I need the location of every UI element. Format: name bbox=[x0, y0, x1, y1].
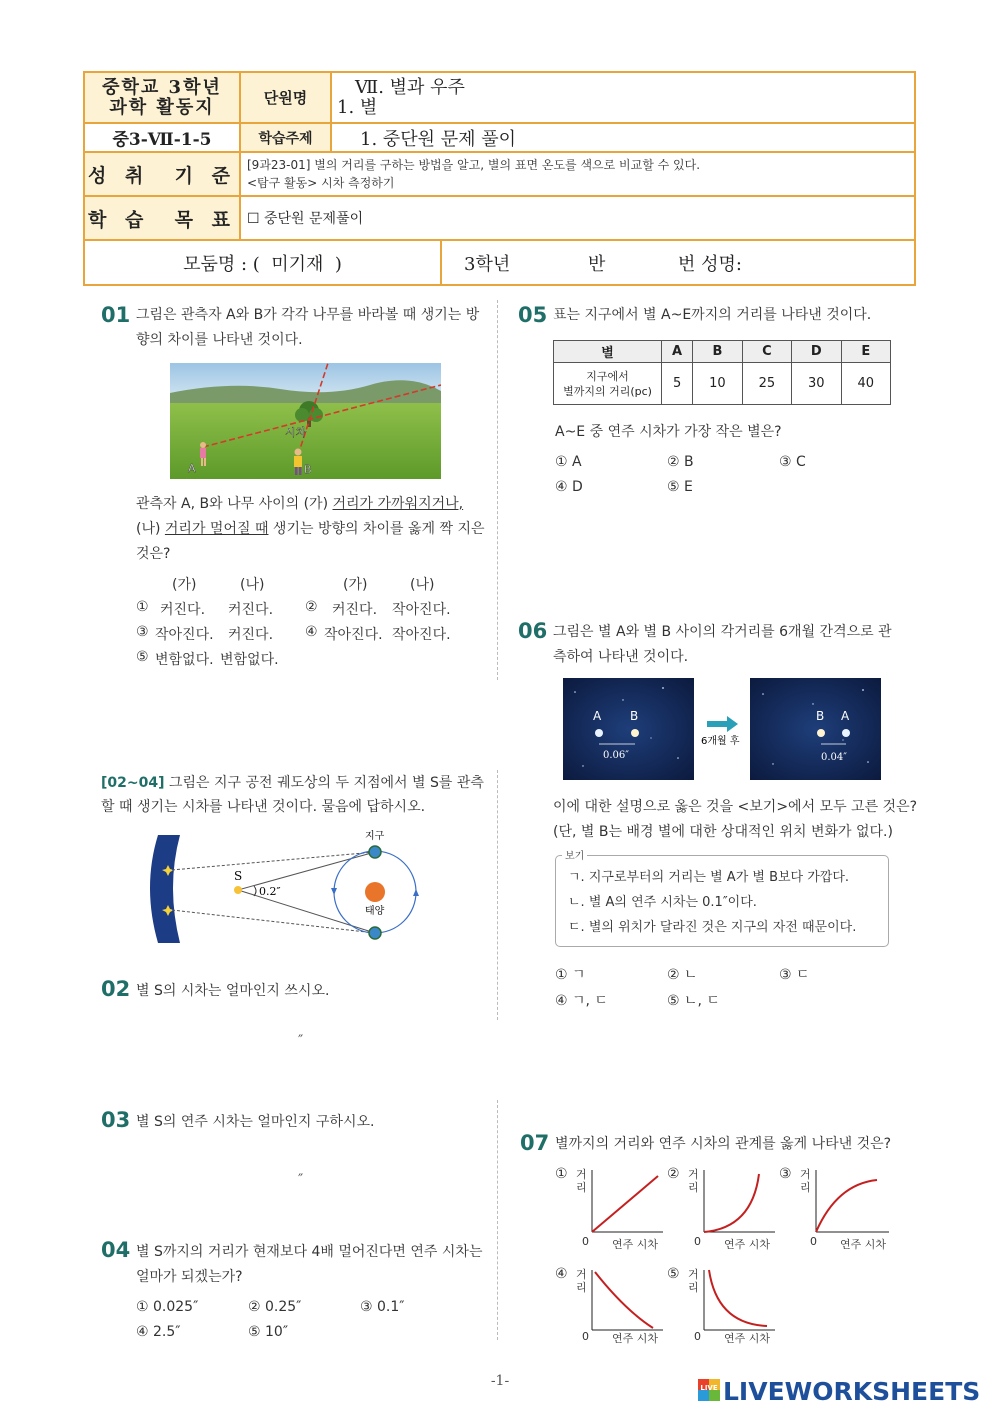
unit-cell bbox=[337, 73, 907, 122]
question-number: 03 bbox=[101, 1108, 131, 1132]
option-na: 작아진다. bbox=[392, 602, 451, 618]
q01-col-header-ga: (가) bbox=[172, 577, 197, 593]
six-months-label: 6개월 후 bbox=[701, 736, 740, 747]
night-sky-band bbox=[150, 835, 180, 943]
row-label-cell bbox=[554, 363, 662, 405]
question-number: 05 bbox=[518, 303, 548, 327]
q04-option-1[interactable]: ① 0.025″ bbox=[136, 1299, 199, 1315]
curve-concave bbox=[816, 1180, 877, 1232]
q04-text-line2: 얼마가 되겠는가? bbox=[136, 1269, 243, 1285]
row-label-line1: 지구에서 bbox=[586, 369, 629, 383]
school-line1: 중학교 3학년 bbox=[102, 76, 222, 98]
origin-label: 0 bbox=[694, 1235, 701, 1248]
y-axis-label: 리 bbox=[576, 1181, 587, 1194]
q02-answer-field[interactable]: ″ bbox=[298, 1033, 304, 1049]
option-na: 작아진다. bbox=[392, 627, 451, 643]
q05-option-4[interactable]: ④ D bbox=[555, 479, 583, 495]
q04-option-2[interactable]: ② 0.25″ bbox=[248, 1299, 302, 1315]
table-cell: 40 bbox=[841, 363, 890, 405]
q06-option-5[interactable]: ⑤ ㄴ, ㄷ bbox=[667, 993, 720, 1009]
bogi-label: 보기 bbox=[562, 847, 587, 862]
grade-text: 3학년 bbox=[464, 253, 511, 275]
q01-stem2-underline: 거리가 멀어질 때 bbox=[164, 521, 269, 537]
parallax-label: 시차 bbox=[285, 426, 307, 439]
curve-linear bbox=[592, 1176, 658, 1232]
question-number: 02 bbox=[101, 977, 131, 1001]
q01-stem2-pre: (나) bbox=[136, 521, 165, 537]
q02-04-intro-line2: 할 때 생기는 시차를 나타낸 것이다. 물음에 답하시오. bbox=[101, 799, 426, 815]
bogi-box bbox=[555, 851, 889, 947]
annual-parallax-figure bbox=[150, 825, 440, 950]
q01-stem2-post: 생기는 방향의 차이를 옳게 짝 지은 bbox=[268, 521, 485, 537]
q04-option-5[interactable]: ⑤ 10″ bbox=[248, 1324, 289, 1340]
star-a-icon bbox=[595, 729, 603, 737]
earth-label: 지구 bbox=[365, 831, 385, 842]
graph-number: ④ bbox=[555, 1266, 568, 1282]
question-range: [02~04] bbox=[101, 775, 165, 791]
q06-text-line2: 측하여 나타낸 것이다. bbox=[553, 649, 689, 665]
q07-graph-option-5[interactable] bbox=[667, 1262, 777, 1348]
q06-star-figure bbox=[563, 678, 881, 780]
unit-line2: 1. 별 bbox=[337, 96, 378, 118]
header-table bbox=[83, 71, 916, 286]
brand-name: LIVEWORKSHEETS bbox=[723, 1376, 981, 1406]
q05-distance-table bbox=[553, 340, 891, 405]
q04-option-3[interactable]: ③ 0.1″ bbox=[360, 1299, 405, 1315]
option-ga: 커진다. bbox=[332, 602, 378, 618]
q01-stem-line2 bbox=[136, 517, 485, 542]
table-header-cell: E bbox=[841, 341, 890, 363]
q06-option-3[interactable]: ③ ㄷ bbox=[779, 967, 810, 983]
column-divider bbox=[497, 1100, 498, 1340]
question-number: 07 bbox=[520, 1131, 550, 1155]
option-number: ① bbox=[136, 599, 149, 615]
q01-col-header-na: (나) bbox=[410, 577, 435, 593]
observer-a-label: A bbox=[188, 462, 196, 475]
origin-label: 0 bbox=[694, 1330, 701, 1343]
table-cell: 5 bbox=[662, 363, 693, 405]
option-ga: 작아진다. bbox=[324, 627, 383, 643]
q07-graph-option-3[interactable] bbox=[779, 1162, 891, 1252]
q02-text: 별 S의 시차는 얼마인지 쓰시오. bbox=[136, 983, 330, 999]
standard-line2: <탐구 활동> 시차 측정하기 bbox=[247, 176, 395, 190]
table-header-cell: A bbox=[662, 341, 693, 363]
table-header-cell: D bbox=[792, 341, 841, 363]
column-divider bbox=[497, 300, 498, 680]
graph-number: ② bbox=[667, 1166, 680, 1182]
table-cell: 30 bbox=[792, 363, 841, 405]
q01-parallax-figure bbox=[170, 363, 441, 479]
q05-text: 표는 지구에서 별 A~E까지의 거리를 나타낸 것이다. bbox=[553, 307, 872, 323]
row-label-line2: 별까지의 거리(pc) bbox=[563, 384, 652, 398]
code-cell bbox=[85, 124, 239, 151]
question-number: 06 bbox=[518, 619, 548, 643]
y-axis-label: 거 bbox=[576, 1168, 587, 1181]
goal-cell bbox=[247, 197, 907, 239]
standard-cell bbox=[247, 153, 907, 195]
q05-option-3[interactable]: ③ C bbox=[779, 454, 806, 470]
sky-panel-after bbox=[750, 678, 881, 780]
q07-graph-option-2[interactable] bbox=[667, 1162, 777, 1252]
table-header-cell: 별 bbox=[554, 341, 662, 363]
q06-question-line1: 이에 대한 설명으로 옳은 것을 <보기>에서 모두 고른 것은? bbox=[553, 799, 918, 815]
live-logo-icon bbox=[698, 1379, 720, 1403]
option-ga: 커진다. bbox=[160, 602, 206, 618]
standard-label-cell bbox=[85, 153, 239, 195]
star-a-icon bbox=[842, 729, 850, 737]
y-axis-label: 거 bbox=[800, 1168, 811, 1181]
option-ga: 변함없다. bbox=[155, 652, 214, 668]
lesson-code: 중3-Ⅶ-1-5 bbox=[112, 130, 212, 150]
topic-cell bbox=[360, 124, 900, 151]
origin-label: 0 bbox=[582, 1235, 589, 1248]
student-info-cell bbox=[442, 241, 912, 284]
q02-04-intro-line1 bbox=[101, 771, 484, 796]
logo-small-text: LIVE bbox=[700, 1384, 718, 1392]
q01-text-line1: 그림은 관측자 A와 B가 각각 나무를 바라볼 때 생기는 방 bbox=[136, 307, 480, 323]
option-number: ③ bbox=[136, 624, 149, 640]
bogi-item: ㄱ. 지구로부터의 거리는 별 A가 별 B보다 가깝다. bbox=[568, 870, 850, 885]
parallax-angle-label: 0.2″ bbox=[259, 885, 281, 898]
q01-stem-line3: 것은? bbox=[136, 546, 171, 562]
topic-text: 1. 중단원 문제 풀이 bbox=[360, 128, 517, 150]
right-arrow-icon bbox=[707, 716, 738, 732]
star-b-icon bbox=[817, 729, 825, 737]
q04-option-4[interactable]: ④ 2.5″ bbox=[136, 1324, 181, 1340]
q07-graph-option-1[interactable] bbox=[555, 1162, 665, 1252]
name-field-label[interactable]: 번 성명: bbox=[678, 253, 742, 275]
bogi-item: ㄷ. 별의 위치가 달라진 것은 지구의 자전 때문이다. bbox=[568, 920, 857, 935]
question-number: 01 bbox=[101, 303, 131, 327]
unit-line1: Ⅶ. 별과 우주 bbox=[355, 76, 465, 98]
x-axis-label: 연주 시차 bbox=[612, 1332, 659, 1345]
y-axis-label: 리 bbox=[688, 1181, 699, 1194]
q05-option-2[interactable]: ② B bbox=[667, 454, 694, 470]
liveworksheets-logo[interactable] bbox=[698, 1376, 980, 1406]
y-axis-label: 거 bbox=[576, 1268, 587, 1281]
table-header-row bbox=[554, 341, 891, 363]
star-s-label: S bbox=[234, 869, 243, 883]
page-number: -1- bbox=[490, 1373, 510, 1389]
unit-label: 단원명 bbox=[263, 89, 308, 107]
option-ga: 작아진다. bbox=[155, 627, 214, 643]
x-axis-label: 연주 시차 bbox=[724, 1332, 771, 1345]
sun-icon bbox=[365, 882, 385, 902]
option-number: ⑤ bbox=[136, 649, 149, 665]
q06-text-line1: 그림은 별 A와 별 B 사이의 각거리를 6개월 간격으로 관 bbox=[553, 624, 892, 640]
q06-option-4[interactable]: ④ ㄱ, ㄷ bbox=[555, 993, 608, 1009]
x-axis-label: 연주 시차 bbox=[612, 1238, 659, 1251]
option-na: 변함없다. bbox=[220, 652, 279, 668]
star-b-icon bbox=[631, 729, 639, 737]
star-a-label: A bbox=[593, 709, 602, 723]
q07-text: 별까지의 거리와 연주 시차의 관계를 옳게 나타낸 것은? bbox=[555, 1136, 892, 1152]
q06-option-2[interactable]: ② ㄴ bbox=[667, 967, 698, 983]
table-header-cell: B bbox=[693, 341, 742, 363]
topic-label-cell bbox=[241, 124, 330, 151]
q01-col-header-na: (나) bbox=[240, 577, 265, 593]
class-text: 반 bbox=[588, 253, 606, 275]
table-header-cell: C bbox=[742, 341, 791, 363]
origin-label: 0 bbox=[582, 1330, 589, 1343]
angle-before-label: 0.06″ bbox=[603, 750, 630, 761]
q05-question: A~E 중 연주 시차가 가장 작은 별은? bbox=[555, 424, 782, 440]
y-axis-label: 리 bbox=[688, 1281, 699, 1294]
bogi-item: ㄴ. 별 A의 연주 시차는 0.1″이다. bbox=[568, 895, 757, 910]
school-cell bbox=[85, 73, 239, 122]
graph-number: ③ bbox=[779, 1166, 792, 1182]
intro-text: 그림은 지구 공전 궤도상의 두 지점에서 별 S를 관측 bbox=[164, 775, 484, 791]
q01-col-header-ga: (가) bbox=[343, 577, 368, 593]
angle-after-label: 0.04″ bbox=[821, 752, 848, 763]
group-cell bbox=[85, 241, 440, 284]
q01-stem1-underline: 거리가 가까워지거나, bbox=[332, 496, 464, 512]
origin-label: 0 bbox=[810, 1235, 817, 1248]
q01-stem1-pre: 관측자 A, B와 나무 사이의 (가) bbox=[136, 496, 333, 512]
standard-label: 성 취 기 준 bbox=[88, 164, 236, 187]
earth-icon bbox=[369, 927, 381, 939]
question-number: 04 bbox=[101, 1238, 131, 1262]
y-axis-label: 리 bbox=[576, 1281, 587, 1294]
goal-label: 학 습 목 표 bbox=[88, 208, 236, 231]
earth-icon bbox=[369, 846, 381, 858]
observer-b-label: B bbox=[304, 463, 312, 476]
curve-inverse bbox=[709, 1270, 767, 1326]
q05-option-5[interactable]: ⑤ E bbox=[667, 479, 693, 495]
y-axis-label: 리 bbox=[800, 1181, 811, 1194]
unit-label-cell bbox=[241, 73, 330, 122]
option-na: 커진다. bbox=[228, 627, 274, 643]
star-s-icon bbox=[234, 886, 242, 894]
star-a-label: A bbox=[841, 709, 850, 723]
x-axis-label: 연주 시차 bbox=[840, 1238, 887, 1251]
q07-graph-option-4[interactable] bbox=[555, 1262, 665, 1348]
goal-checkbox-text[interactable]: ☐ 중단원 문제풀이 bbox=[247, 211, 364, 227]
curve-convex bbox=[704, 1174, 759, 1232]
option-na: 커진다. bbox=[228, 602, 274, 618]
school-line2: 과학 활동지 bbox=[109, 96, 215, 118]
y-axis-label: 거 bbox=[688, 1268, 699, 1281]
sky-panel-before bbox=[563, 678, 694, 780]
topic-label: 학습주제 bbox=[258, 130, 313, 147]
q01-text-line2: 향의 차이를 나타낸 것이다. bbox=[136, 332, 303, 348]
table-cell: 10 bbox=[693, 363, 742, 405]
q06-option-1[interactable]: ① ㄱ bbox=[555, 967, 586, 983]
star-b-label: B bbox=[816, 709, 825, 723]
x-axis-label: 연주 시차 bbox=[724, 1238, 771, 1251]
sun-label: 태양 bbox=[365, 906, 385, 917]
q05-option-1[interactable]: ① A bbox=[555, 454, 582, 470]
goal-label-cell bbox=[85, 197, 239, 239]
q01-stem-line1 bbox=[136, 492, 463, 517]
table-row bbox=[554, 363, 891, 405]
option-number: ② bbox=[305, 599, 318, 615]
star-b-label: B bbox=[630, 709, 639, 723]
standard-line1: [9과23-01] 별의 거리를 구하는 방법을 알고, 별의 표면 온도를 색으로 비교할 수 있다. bbox=[247, 158, 701, 172]
y-axis-label: 거 bbox=[688, 1168, 699, 1181]
q04-text-line1: 별 S까지의 거리가 현재보다 4배 멀어진다면 연주 시차는 bbox=[136, 1244, 483, 1260]
graph-number: ⑤ bbox=[667, 1266, 680, 1282]
curve-decreasing bbox=[595, 1272, 653, 1328]
q06-question-line2: (단, 별 B는 배경 별에 대한 상대적인 위치 변화가 없다.) bbox=[553, 824, 893, 840]
table-cell: 25 bbox=[742, 363, 791, 405]
graph-number: ① bbox=[555, 1166, 568, 1182]
q03-answer-field[interactable]: ″ bbox=[298, 1172, 304, 1188]
option-number: ④ bbox=[305, 624, 318, 640]
q03-text: 별 S의 연주 시차는 얼마인지 구하시오. bbox=[136, 1114, 375, 1130]
column-divider bbox=[497, 770, 498, 1020]
group-name: 모둠명 : ( 미기재 ) bbox=[183, 253, 342, 275]
